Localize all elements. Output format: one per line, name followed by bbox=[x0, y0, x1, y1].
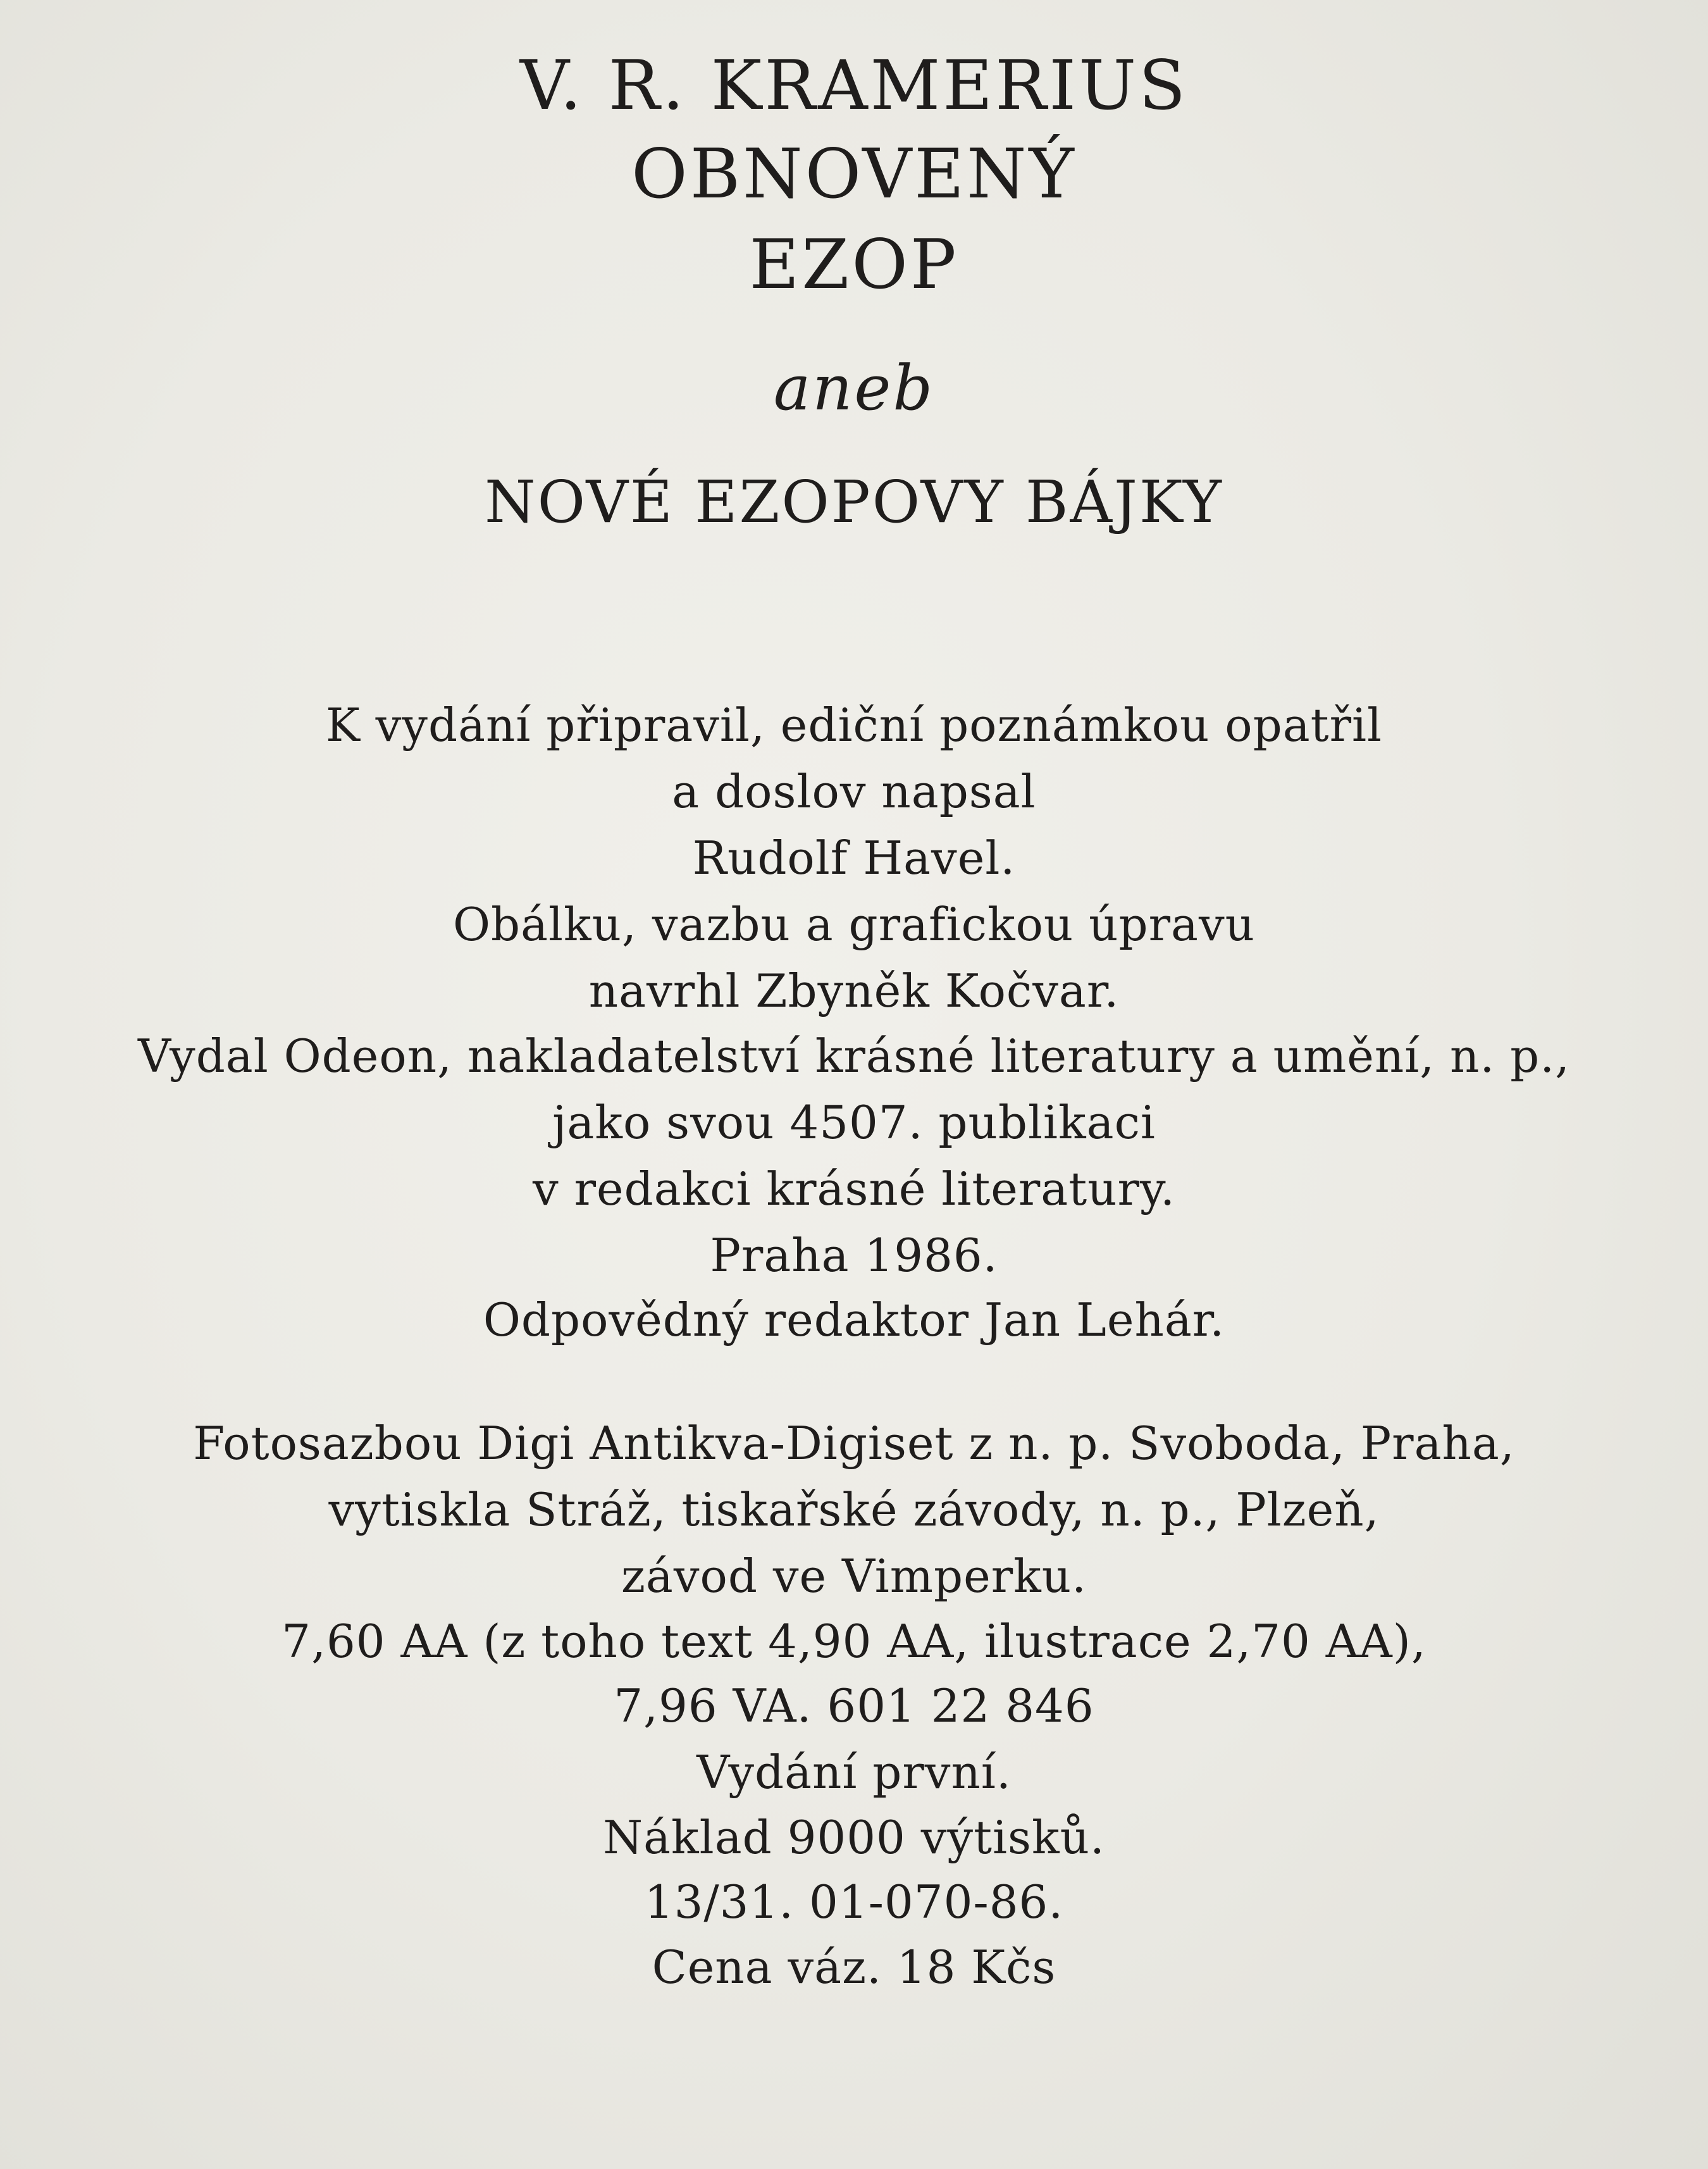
credits-line: Obálku, vazbu a grafickou úpravu bbox=[452, 898, 1256, 951]
credits-line: Vydal Odeon, nakladatelství krásné literatury a umění, n. p., bbox=[137, 1029, 1571, 1083]
credits-line: a doslov napsal bbox=[672, 765, 1036, 818]
printing-line: Vydání první. bbox=[696, 1746, 1012, 1799]
credits-line: Praha 1986. bbox=[710, 1229, 998, 1282]
credits-line: v redakci krásné literatury. bbox=[533, 1162, 1175, 1215]
printing-line: 13/31. 01-070-86. bbox=[644, 1875, 1064, 1929]
credits-line: Rudolf Havel. bbox=[692, 831, 1016, 885]
printing-line: vytiskla Stráž, tiskařské závody, n. p., Plzeň, bbox=[328, 1483, 1380, 1536]
title-line-obnoveny: OBNOVENÝ bbox=[631, 135, 1077, 214]
credits-line: navrhl Zbyněk Kočvar. bbox=[588, 964, 1120, 1017]
printing-line: Cena váz. 18 Kčs bbox=[652, 1941, 1056, 1994]
printing-line: Fotosazbou Digi Antikva-Digiset z n. p. Svoboda, Praha, bbox=[193, 1417, 1515, 1470]
printing-line: 7,96 VA. 601 22 846 bbox=[614, 1679, 1094, 1732]
credits-line: Odpovědný redaktor Jan Lehár. bbox=[483, 1293, 1225, 1346]
printing-line: 7,60 AA (z toho text 4,90 AA, ilustrace 2,70 AA), bbox=[282, 1615, 1426, 1668]
credits-line: jako svou 4507. publikaci bbox=[552, 1096, 1156, 1149]
subtitle: NOVÉ EZOPOVY BÁJKY bbox=[485, 468, 1223, 536]
author-name: V. R. KRAMERIUS bbox=[519, 46, 1189, 125]
title-conjunction: aneb bbox=[773, 352, 935, 425]
title-line-ezop: EZOP bbox=[749, 225, 959, 304]
credits-line: K vydání připravil, ediční poznámkou opatřil bbox=[325, 699, 1383, 752]
printing-line: závod ve Vimperku. bbox=[621, 1550, 1087, 1603]
printing-line: Náklad 9000 výtisků. bbox=[603, 1811, 1105, 1864]
